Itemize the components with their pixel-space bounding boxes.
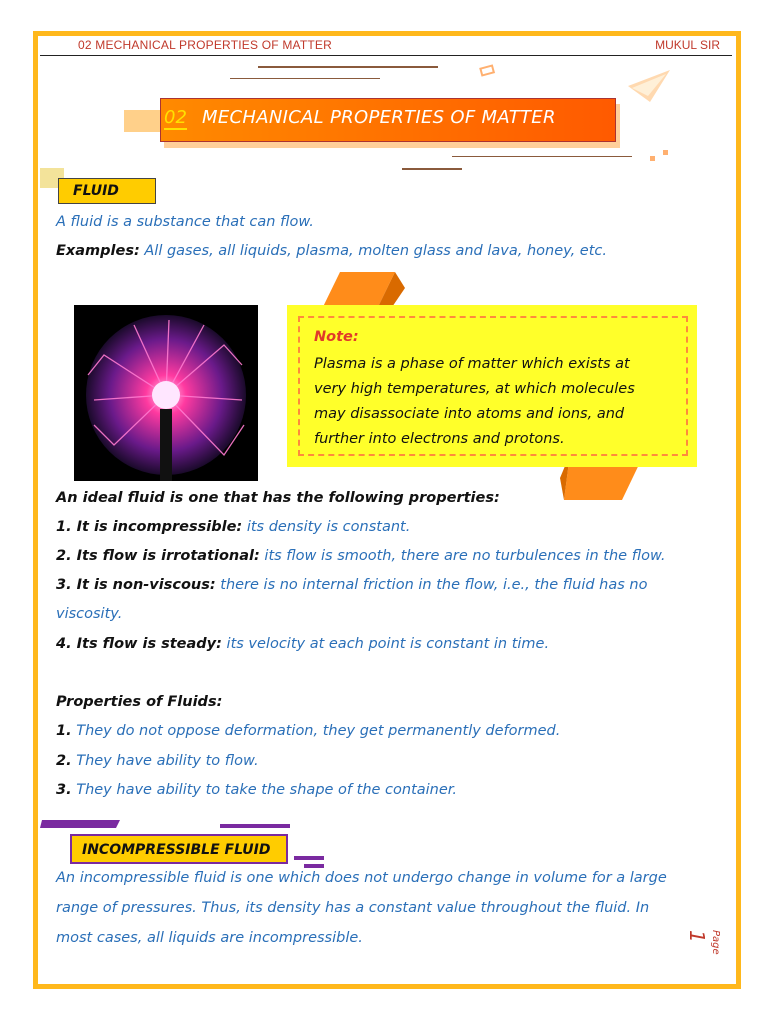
header-author: MUKUL SIR xyxy=(655,38,720,52)
property-text: They have ability to flow. xyxy=(76,753,259,769)
ideal-item xyxy=(56,546,666,566)
note-line: Plasma is a phase of matter which exists at xyxy=(314,356,630,372)
ideal-item-label: 1. It is incompressible: xyxy=(56,519,243,535)
fluid-examples xyxy=(56,241,607,261)
ideal-item-text: there is no internal friction in the flow, i.e., the fluid has no xyxy=(220,577,648,593)
property-text: They have ability to take the shape of the container. xyxy=(76,782,458,798)
page-value: 1 xyxy=(685,930,709,943)
property-item xyxy=(56,780,457,800)
page-label: Page xyxy=(710,930,721,955)
property-num: 3. xyxy=(56,782,72,798)
ideal-item-label: 3. It is non-viscous: xyxy=(56,577,216,593)
chapter-title: MECHANICAL PROPERTIES OF MATTER xyxy=(202,107,556,128)
property-num: 1. xyxy=(56,723,72,739)
ideal-item-label: 4. Its flow is steady: xyxy=(56,636,222,652)
paper-plane-icon xyxy=(626,66,672,106)
ideal-item xyxy=(56,634,549,654)
decor-line xyxy=(230,78,380,79)
examples-label: Examples: xyxy=(56,243,140,259)
decor-line xyxy=(402,168,462,170)
ideal-item-label: 2. Its flow is irrotational: xyxy=(56,548,260,564)
ideal-item-text: its flow is smooth, there are no turbulences in the flow. xyxy=(264,548,666,564)
ideal-item-text: its velocity at each point is constant in time. xyxy=(226,636,550,652)
decor-dots-icon xyxy=(648,148,672,168)
decor-square-icon xyxy=(478,64,498,78)
section-incompressible-label xyxy=(70,834,288,864)
property-item xyxy=(56,721,560,741)
header-divider xyxy=(40,55,732,56)
property-num: 2. xyxy=(56,753,72,769)
property-text: They do not oppose deformation, they get permanently deformed. xyxy=(76,723,561,739)
decor-line xyxy=(452,156,632,157)
ideal-fluid-intro: An ideal fluid is one that has the following properties: xyxy=(56,490,500,506)
note-label: Note: xyxy=(314,329,359,345)
header-chapter: 02 MECHANICAL PROPERTIES OF MATTER xyxy=(78,38,332,52)
properties-title: Properties of Fluids: xyxy=(56,694,223,710)
section-fluid-text: FLUID xyxy=(73,183,119,199)
note-line: very high temperatures, at which molecules xyxy=(314,381,635,397)
note-line: may disassociate into atoms and ions, and xyxy=(314,406,625,422)
ideal-item-text: its density is constant. xyxy=(246,519,411,535)
plasma-ball-image xyxy=(74,305,258,481)
section-fluid-label xyxy=(58,178,156,204)
incompressible-line: An incompressible fluid is one which does not undergo change in volume for a large xyxy=(56,870,667,886)
ideal-item-continuation: viscosity. xyxy=(56,606,123,622)
page-number xyxy=(685,930,728,970)
chapter-number: 02 xyxy=(164,107,187,128)
ideal-item xyxy=(56,517,410,537)
examples-text: All gases, all liquids, plasma, molten glass and lava, honey, etc. xyxy=(144,243,607,259)
section-incompressible-text: INCOMPRESSIBLE FLUID xyxy=(82,842,271,858)
fluid-definition: A fluid is a substance that can flow. xyxy=(56,214,314,230)
note-line: further into electrons and protons. xyxy=(314,431,565,447)
incompressible-line: most cases, all liquids are incompressible. xyxy=(56,930,363,946)
ideal-item xyxy=(56,575,647,595)
incompressible-line: range of pressures. Thus, its density has a constant value throughout the fluid. In xyxy=(56,900,650,916)
property-item xyxy=(56,751,259,771)
decor-line xyxy=(258,66,438,68)
